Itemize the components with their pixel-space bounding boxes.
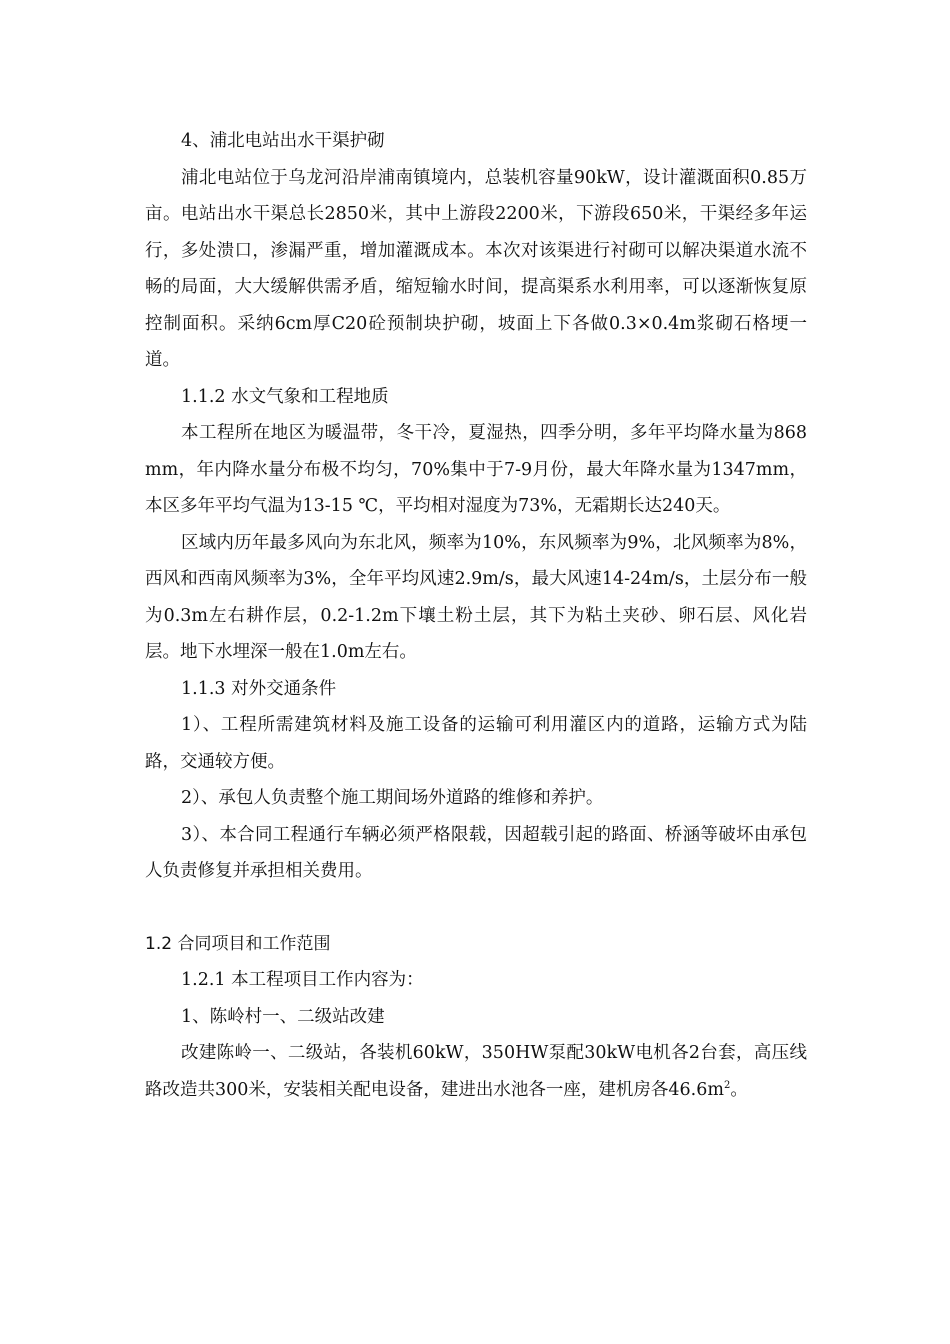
paragraph-item4: 浦北电站位于乌龙河沿岸浦南镇境内，总装机容量90kW，设计灌溉面积0.85万亩。电站出水干渠总长2850米，其中上游段2200米，下游段650米，干渠经多年运行，多处溃口，渗漏严重，增加灌溉成本。本次对该渠进行衬砌可以解决渠道水流不畅的局面，大大缓解供需矛盾，缩短输水时间，提高渠系水利用率，可以逐渐恢复原控制面积。采纳6cm厚C20砼预制块护砌，坡面上下各做0.3×0.4m浆砌石格埂一道。	[145, 167, 807, 370]
heading-1-1-3: 1.1.3 对外交通条件	[181, 678, 337, 699]
paragraph-traffic-2: 2）、承包人负责整个施工期间场外道路的维修和养护。	[181, 788, 604, 808]
paragraph-item1	[145, 1035, 807, 1108]
paragraph-traffic-1: 1）、工程所需建筑材料及施工设备的运输可利用灌区内的道路，运输方式为陆路，交通较方便。	[145, 715, 807, 772]
heading-item4: 4、浦北电站出水干渠护砌	[181, 131, 385, 151]
paragraph-climate: 本工程所在地区为暖温带，冬干冷，夏湿热，四季分明，多年平均降水量为868mm，年内降水量分布极不均匀，70%集中于7-9月份，最大年降水量为1347mm，本区多年平均气温为13-15 ℃，平均相对湿度为73%，无霜期长达240天。	[145, 423, 807, 516]
heading-1-2-1: 1.2.1 本工程项目工作内容为：	[181, 970, 424, 990]
paragraph-traffic-3: 3）、本合同工程通行车辆必须严格限载，因超载引起的路面、桥涵等破坏由承包人负责修复并承担相关费用。	[145, 824, 807, 881]
paragraph-item1-end: 。	[730, 1079, 748, 1100]
heading-1-2: 1.2 合同项目和工作范围	[145, 933, 331, 954]
superscript-2: 2	[723, 1079, 731, 1091]
heading-item1: 1、陈岭村一、二级站改建	[181, 1006, 385, 1027]
paragraph-wind-soil: 区域内历年最多风向为东北风，频率为10%，东风频率为9%，北风频率为8%，西风和西南风频率为3%，全年平均风速2.9m/s，最大风速14-24m/s，土层分布一般为0.3m左右耕作层，0.2-1.2m下壤土粉土层，其下为粘土夹砂、卵石层、风化岩层。地下水埋深一般在1.0m左右。	[145, 532, 807, 662]
document-body	[145, 123, 807, 1108]
heading-1-1-2: 1.1.2 水文气象和工程地质	[181, 386, 389, 407]
paragraph-item1-text: 改建陈岭一、二级站，各装机60kW，350HW泵配30kW电机各2台套，高压线路改造共300米，安装相关配电设备，建进出水池各一座，建机房各46.6m	[145, 1043, 807, 1100]
